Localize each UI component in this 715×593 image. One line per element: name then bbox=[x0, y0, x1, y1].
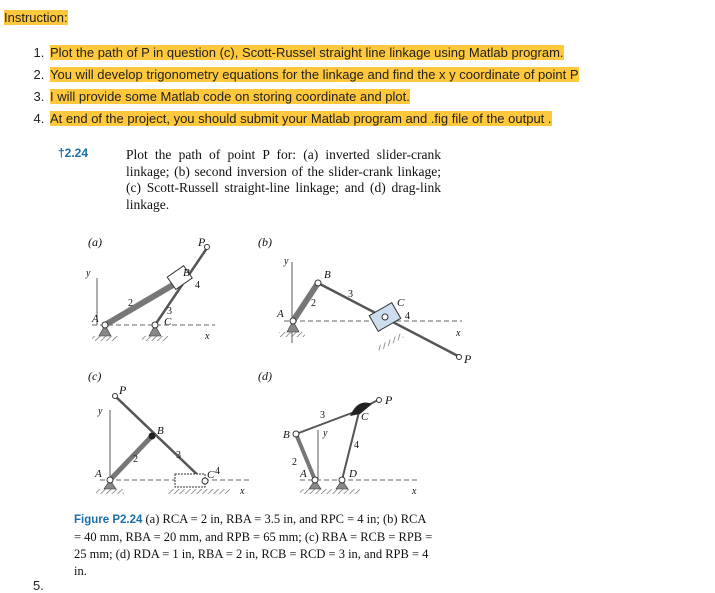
svg-text:B: B bbox=[157, 425, 164, 437]
svg-text:y: y bbox=[98, 406, 103, 417]
svg-text:B: B bbox=[183, 267, 190, 279]
svg-text:P: P bbox=[385, 393, 393, 407]
problem-number: †2.24 bbox=[58, 146, 89, 160]
panel-label-d: (d) bbox=[258, 369, 272, 383]
linkage-b bbox=[276, 256, 472, 366]
svg-text:y: y bbox=[86, 268, 91, 279]
figure-caption bbox=[74, 511, 434, 580]
svg-text:4: 4 bbox=[215, 466, 220, 477]
linkage-d bbox=[283, 393, 420, 497]
svg-text:B: B bbox=[283, 429, 290, 441]
svg-text:x: x bbox=[205, 331, 210, 342]
svg-text:4: 4 bbox=[354, 440, 359, 451]
step-item: 1. Plot the path of P in question (c), Scott-Russel straight line linkage using Matlab program. bbox=[48, 42, 579, 64]
svg-text:C: C bbox=[164, 316, 172, 328]
panel-label-b: (b) bbox=[258, 235, 272, 249]
svg-text:3: 3 bbox=[176, 450, 181, 461]
svg-text:x: x bbox=[412, 486, 417, 497]
svg-text:x: x bbox=[456, 328, 461, 339]
svg-text:2: 2 bbox=[292, 457, 297, 468]
svg-text:2: 2 bbox=[311, 298, 316, 309]
svg-text:y: y bbox=[284, 256, 289, 267]
svg-text:A: A bbox=[95, 468, 102, 480]
svg-text:3: 3 bbox=[348, 289, 353, 300]
svg-text:A: A bbox=[277, 308, 284, 320]
svg-text:P: P bbox=[464, 352, 472, 366]
svg-text:3: 3 bbox=[320, 410, 325, 421]
svg-text:C: C bbox=[207, 469, 215, 481]
panel-label-a: (a) bbox=[88, 235, 102, 249]
list-item-5: 5. bbox=[33, 578, 44, 593]
step-item: 3. I will provide some Matlab code on storing coordinate and plot. bbox=[48, 86, 579, 108]
panel-label-c: (c) bbox=[88, 369, 102, 383]
svg-text:4: 4 bbox=[195, 280, 200, 291]
problem-text: Plot the path of point P for: (a) inverted slider-crank linkage; (b) second inversion of the slider-crank linkage; (c) Scott-Russell straight-line linkage; and (d) drag-link linkage. bbox=[126, 147, 441, 212]
svg-text:y: y bbox=[323, 428, 328, 439]
linkage-a bbox=[85, 235, 215, 342]
instruction-heading: Instruction: bbox=[4, 10, 68, 25]
svg-text:D: D bbox=[349, 468, 357, 480]
svg-text:2: 2 bbox=[128, 298, 133, 309]
svg-text:x: x bbox=[240, 486, 245, 497]
step-item: 2. You will develop trigonometry equations for the linkage and find the x y coordinate of point P bbox=[48, 64, 579, 86]
step-item: 4. At end of the project, you should submit your Matlab program and .fig file of the output . bbox=[48, 108, 579, 130]
svg-text:2: 2 bbox=[133, 454, 138, 465]
svg-text:P: P bbox=[198, 235, 206, 249]
figure-label: Figure P2.24 bbox=[74, 514, 143, 526]
linkage-c bbox=[94, 383, 250, 497]
svg-text:C: C bbox=[397, 297, 405, 309]
svg-text:B: B bbox=[324, 269, 331, 281]
svg-text:P: P bbox=[119, 383, 127, 397]
svg-text:3: 3 bbox=[167, 306, 172, 317]
svg-text:A: A bbox=[300, 468, 307, 480]
svg-text:A: A bbox=[92, 313, 99, 325]
svg-text:C: C bbox=[361, 411, 369, 423]
caption-text: (a) RCA = 2 in, RBA = 3.5 in, and RPC = 4 in; (b) RCA = 40 mm, RBA = 20 mm, and RPB = 65 mm; (c) RBA = RCB = RPB = 25 mm; (d) RDA = 1 in, RBA = 2 in, RCB = RCD = 3 in, and RPB = 4 in. bbox=[74, 512, 433, 578]
svg-text:4: 4 bbox=[405, 311, 410, 322]
